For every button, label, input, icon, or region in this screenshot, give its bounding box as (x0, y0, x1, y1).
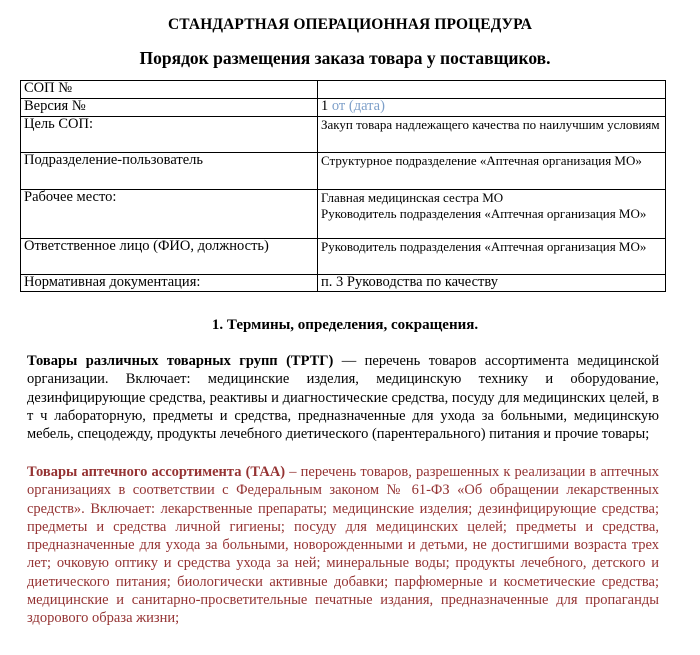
value-sop-number (318, 81, 666, 99)
table-row (21, 153, 666, 190)
workplace-line-2: Руководитель подразделения «Аптечная организация МО» (321, 205, 647, 221)
version-date-placeholder: от (дата) (331, 98, 385, 114)
table-row (21, 99, 666, 117)
term-trtg: Товары различных товарных групп (ТРТГ) (27, 353, 334, 369)
label-department: Подразделение-пользователь (21, 153, 318, 190)
table-row (21, 117, 666, 153)
definition-trtg-text: — перечень товаров ассортимента медицинской организации. Включает: медицинские изделия, медицинскую технику и оборудование, дезинфицирующие средства, реактивы и диагностические средства, посуду для медицинских целей, в т ч лабораторную, предметы и средства, предназначенные для ухода за больными, медицинскую мебель, спецодежду, продукты лечебного диетического (парентерального) питания и прочие товары; (27, 353, 659, 443)
value-department: Структурное подразделение «Аптечная организация МО» (318, 153, 666, 190)
value-purpose: Закуп товара надлежащего качества по наилучшим условиям (318, 117, 666, 153)
definition-taa (27, 463, 659, 628)
sop-meta-table (20, 80, 666, 292)
workplace-line-1: Главная медицинская сестра МО (321, 190, 504, 205)
label-sop-number: СОП № (21, 81, 318, 99)
document-title: СТАНДАРТНАЯ ОПЕРАЦИОННАЯ ПРОЦЕДУРА (167, 16, 533, 33)
value-workplace (318, 190, 666, 239)
term-taa: Товары аптечного ассортимента (ТАА) (27, 464, 286, 480)
label-version: Версия № (21, 99, 318, 117)
table-row (21, 239, 666, 275)
label-purpose: Цель СОП: (21, 117, 318, 153)
table-row (21, 275, 666, 292)
value-version (318, 99, 666, 117)
definition-trtg (27, 352, 659, 443)
label-responsible: Ответственное лицо (ФИО, должность) (21, 239, 318, 275)
definition-taa-text: – перечень товаров, разрешенных к реализации в аптечных организациях в соответствии с Федеральным законом № 61-ФЗ «Об обращении лекарственных средств». Включает: лекарственные препараты; медицинские изделия; дезинфицирующие средства; предметы и средства личной гигиены; посуду для медицинских целей; предметы и средства, предназначенные для ухода за больными, новорожденными и детьми, не достигшими возраста трех лет; очковую оптику и средства ухода за ней; минеральные воды; продукты лечебного, детского и диетического питания; биологически активные добавки; парфюмерные и косметические средства; медицинские и санитарно-просветительные печатные издания, предназначенные для пропаганды здорового образа жизни; (27, 464, 659, 627)
label-normative-docs: Нормативная документация: (21, 275, 318, 292)
table-row (21, 190, 666, 239)
label-workplace: Рабочее место: (21, 190, 318, 239)
section-heading: 1. Термины, определения, сокращения. (211, 317, 479, 333)
version-number: 1 (321, 98, 329, 114)
value-normative-docs: п. 3 Руководства по качеству (318, 275, 666, 292)
value-responsible: Руководитель подразделения «Аптечная организация МО» (318, 239, 666, 275)
document-subtitle: Порядок размещения заказа товара у поставщиков. (139, 48, 551, 68)
table-row (21, 81, 666, 99)
